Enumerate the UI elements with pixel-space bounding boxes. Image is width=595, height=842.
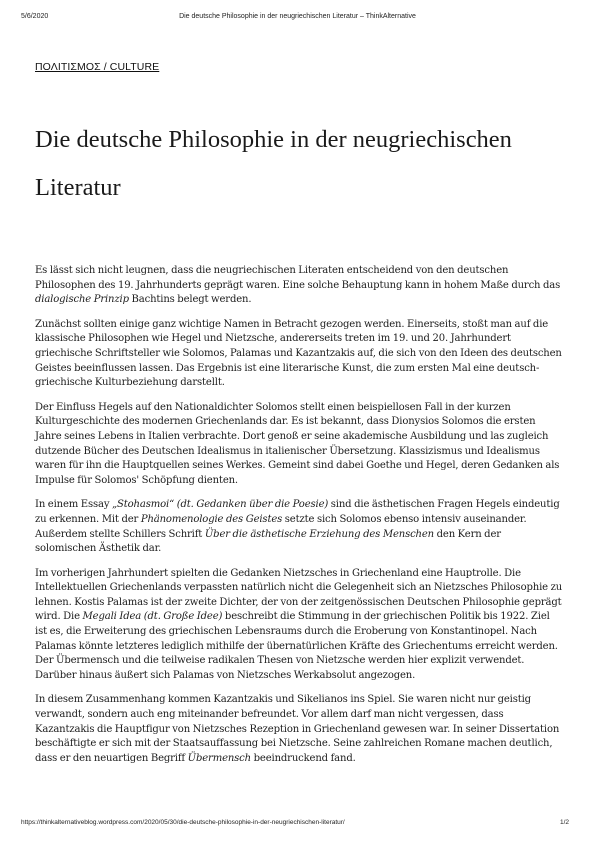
print-footer-page-number: 1/2 [559, 819, 569, 826]
paragraph-1: Es lässt sich nicht leugnen, dass die neugriechischen Literaten entscheidend von den deutschen Philosophen des 19. Jahrhunderts geprägt waren. Eine solche Behauptung kann in hohem Maße durch das dialogische Prinzip Bachtins belegt werden. [35, 265, 561, 306]
paragraph-6: In diesem Zusammenhang kommen Kazantzakis und Sikelianos ins Spiel. Sie waren nicht nur geistig verwandt, sondern auch eng miteinander befreundet. Vor allem darf man nicht vergessen, dass Kazantzakis die Hauptfigur von Nietzsches Rezeption in Griechenland gewesen war. In seiner Dissertation beschäftigte er sich mit der Staatsauffassung bei Nietzsche. Seine zahlreichen Romane machen deutlich, dass er den neuartigen Begriff Übermensch beeindruckend fand. [35, 694, 560, 764]
paragraph-5: Im vorherigen Jahrhundert spielten die Gedanken Nietzsches in Griechenland eine Hauptrolle. Die Intellektuellen Griechenlands verpassten natürlich nicht die Gelegenheit sich an Nietzsches Philosophie zu lehnen. Kostis Palamas ist der zweite Dichter, der von der zeitgenössischen Deutschen Philosophie geprägt wird. Die Megali Idea (dt. Große Idee) beschreibt die Stimmung in der griechischen Politik bis 1922. Ziel ist es, die Erweiterung des griechischen Lebensraums durch die Eroberung von Konstantinopel. Nach Palamas könnte letzteres lediglich mithilfe der übernatürlichen Kräfte des Griechentums erreicht werden. Der Übermensch und die teilweise radikalen Thesen von Nietzsche werden hier explizit verwendet. Darüber hinaus äußert sich Palamas von Nietzsches Werkabsolut angezogen. [35, 567, 563, 681]
paragraph-4: In einem Essay „Stohasmoi“ (dt. Gedanken über die Poesie) sind die ästhetischen Fragen Hegels eindeutig zu erkennen. Mit der Phänomenologie des Geistes setzte sich Solomos ebenso intensiv auseinander. Außerdem stellte Schillers Schrift Über die ästhetische Erziehung des Menschen den Kern der solomischen Ästhetik dar. [35, 499, 560, 555]
emphasis-dialogische-prinzip: dialogische Prinzip [35, 294, 129, 306]
paragraph-2: Zunächst sollten einige ganz wichtige Namen in Betracht gezogen werden. Einerseits, stoßt man auf die klassische Philosophen wie Hegel und Nietzsche, andererseits treten im 19. und 20. Jahrhundert griechische Schriftsteller wie Solomos, Palamas und Kazantzakis auf, die sich von den Ideen des deutschen Geistes beeinflussen lassen. Das Ergebnis ist eine literarische Kunst, die zum ersten Mal eine deutsch-griechische Kulturbeziehung darstellt. [35, 318, 562, 389]
article-body [35, 264, 563, 776]
print-header-date: 5/6/2020 [21, 13, 49, 20]
paragraph-3: Der Einfluss Hegels auf den Nationaldichter Solomos stellt einen beispiellosen Fall in der kurzen Kulturgeschichte des modernen Griechenlands dar. Es ist bekannt, dass Dionysios Solomos die ersten Jahre seines Lebens in Italien verbrachte. Dort genoß er seine akademische Ausbildung und las zugleich dutzende Bücher des Deutschen Idealismus in italienischer Übersetzung. Klassizismus und Idealismus waren für ihn die Hauptquellen seines Werkes. Gemeint sind dabei Goethe und Hegel, deren Gedanken als Impulse für Solomos' Schöpfung dienten. [35, 401, 560, 486]
print-footer-url: https://thinkalternativeblog.wordpress.com/2020/05/30/die-deutsche-philosophie-in-der-neugriechischen-literatur/ [21, 819, 345, 826]
emphasis-stohasmoi: „Stohasmoi“ (dt. Gedanken über die Poesie) [111, 499, 329, 511]
article-title: Die deutsche Philosophie in der neugriechischen Literatur [35, 126, 512, 201]
emphasis-aesthetische-erziehung: Über die ästhetische Erziehung des Menschen [204, 528, 434, 540]
emphasis-uebermensch: Übermensch [187, 752, 251, 764]
category-link[interactable]: ΠΟΛΙΤΙΣΜΟΣ / CULTURE [35, 61, 160, 73]
print-header-page-title: Die deutsche Philosophie in der neugriechischen Literatur – ThinkAlternative [179, 13, 416, 20]
emphasis-megali-idea: Megali Idea (dt. Große Idee) [82, 611, 223, 623]
emphasis-phaenomenologie: Phänomenologie des Geistes [140, 513, 283, 525]
